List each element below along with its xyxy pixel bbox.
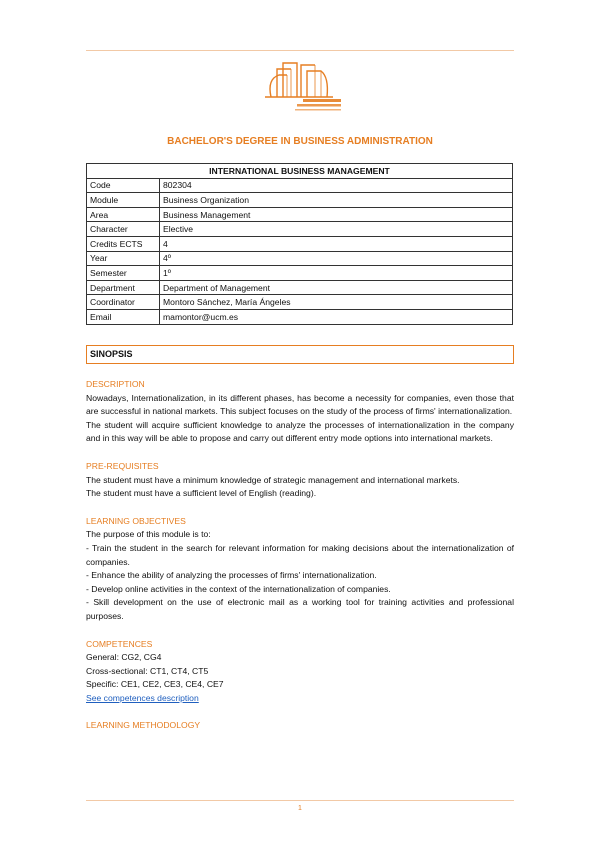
row-label: Area <box>87 207 160 222</box>
row-value: Business Management <box>160 207 513 222</box>
row-label: Credits ECTS <box>87 236 160 251</box>
course-content <box>86 378 514 733</box>
table-row <box>87 295 513 310</box>
row-label: Module <box>87 193 160 208</box>
methodology-title: LEARNING METHODOLOGY <box>86 720 201 731</box>
prerequisites-paragraph-2: The student must have a sufficient level of English (reading). <box>86 488 317 499</box>
competences-general: General: CG2, CG4 <box>86 652 162 663</box>
row-value: 4º <box>160 251 513 266</box>
description-title: DESCRIPTION <box>86 379 145 389</box>
table-row <box>87 178 513 193</box>
competences-specific: Specific: CE1, CE2, CE3, CE4, CE7 <box>86 679 224 690</box>
row-value: 4 <box>160 236 513 251</box>
row-label: Code <box>87 178 160 193</box>
objectives-intro: The purpose of this module is to: <box>86 529 211 540</box>
row-value: 802304 <box>160 178 513 193</box>
objective-item: - Train the student in the search for relevant information for making decisions about the internationalization of companies. <box>86 542 514 567</box>
row-label: Department <box>87 280 160 295</box>
objective-item: - Enhance the ability of analyzing the processes of firms' internationalization. <box>86 570 377 581</box>
table-row <box>87 251 513 266</box>
row-label: Year <box>87 251 160 266</box>
table-row <box>87 266 513 281</box>
prerequisites-title: PRE-REQUISITES <box>86 460 159 471</box>
table-row <box>87 207 513 222</box>
table-row <box>87 280 513 295</box>
table-row <box>87 309 513 324</box>
objectives-title: LEARNING OBJECTIVES <box>86 515 186 526</box>
footer-rule <box>86 800 514 801</box>
row-label: Coordinator <box>87 295 160 310</box>
row-label: Email <box>87 309 160 324</box>
description-paragraph-2: The student will acquire sufficient knowledge to analyze the processes of internationalization in the company and in this way will be able to propose and carry out different entry mode options into international markets. <box>86 419 514 444</box>
row-value: Department of Management <box>160 280 513 295</box>
header-rule <box>86 50 514 51</box>
degree-title: BACHELOR'S DEGREE IN BUSINESS ADMINISTRATION <box>167 136 433 147</box>
table-row <box>87 193 513 208</box>
course-info-table <box>86 163 513 325</box>
row-value: mamontor@ucm.es <box>160 309 513 324</box>
sinopsis-heading: SINOPSIS <box>86 345 514 364</box>
row-label: Character <box>87 222 160 237</box>
row-value: Montoro Sánchez, María Ángeles <box>160 295 513 310</box>
objective-item: - Skill development on the use of electronic mail as a working tool for training activities and professional purposes. <box>86 597 514 621</box>
competences-title: COMPETENCES <box>86 638 153 649</box>
table-row <box>87 236 513 251</box>
faculty-logo-icon <box>257 57 343 115</box>
competences-cross: Cross-sectional: CT1, CT4, CT5 <box>86 665 209 676</box>
course-title: INTERNATIONAL BUSINESS MANAGEMENT <box>87 164 513 179</box>
table-row <box>87 222 513 237</box>
row-value: 1º <box>160 266 513 281</box>
table-header-row <box>87 164 513 179</box>
objective-item: - Develop online activities in the context of the internationalization of companies. <box>86 583 391 594</box>
faculty-logo <box>257 57 343 115</box>
page-number: 1 <box>298 805 302 812</box>
row-label: Semester <box>87 266 160 281</box>
row-value: Business Organization <box>160 193 513 208</box>
row-value: Elective <box>160 222 513 237</box>
prerequisites-paragraph-1: The student must have a minimum knowledge of strategic management and international markets. <box>86 474 460 485</box>
competences-link[interactable]: See competences description <box>86 692 199 703</box>
description-paragraph-1: Nowadays, Internationalization, in its different phases, has become a necessity for companies, even those that are successful in national markets. This subject focuses on the study of the process of firms' internationalization. <box>86 392 514 417</box>
